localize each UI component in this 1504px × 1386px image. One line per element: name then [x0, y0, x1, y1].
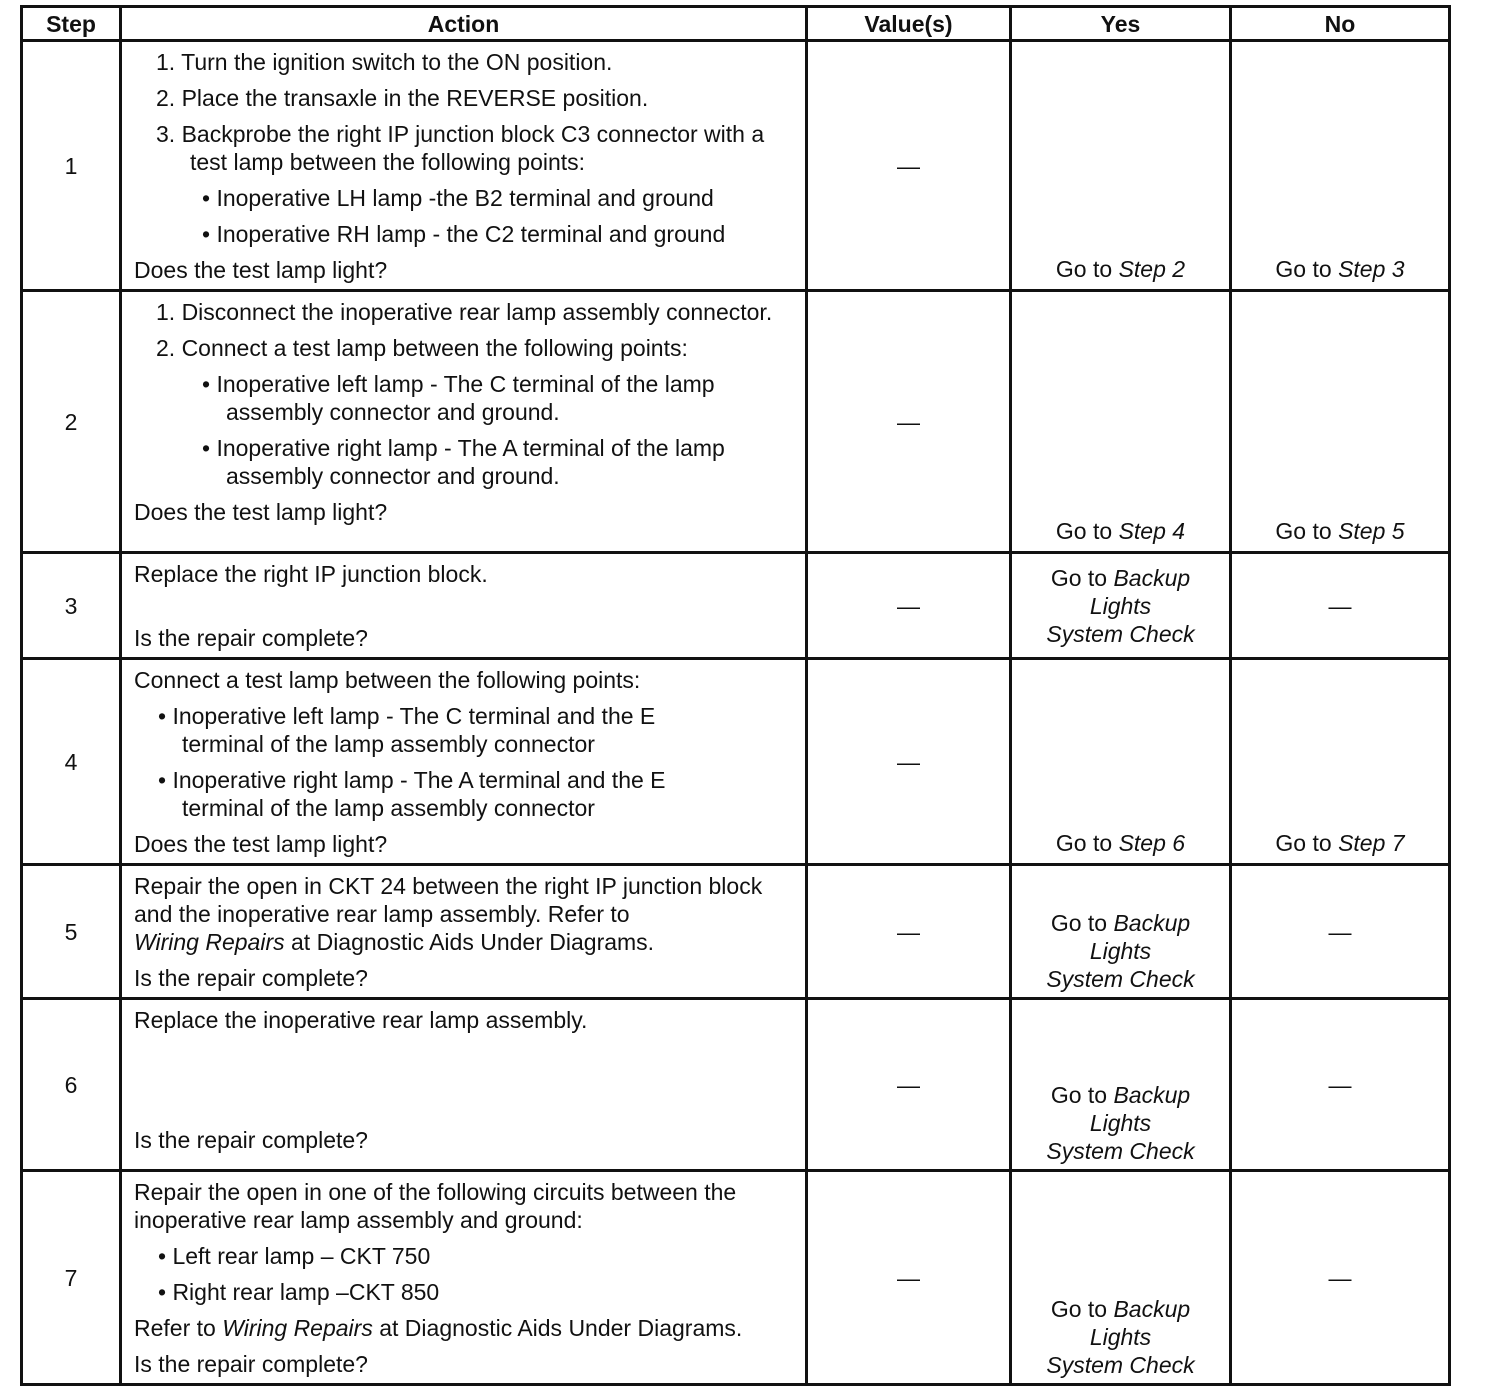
- diagnostic-table: [20, 5, 1451, 1386]
- table-row: [22, 999, 1450, 1171]
- yes-link[interactable]: Step 4: [1118, 518, 1186, 544]
- table-row: [22, 41, 1450, 291]
- action-cell: [121, 999, 807, 1171]
- value-cell: —: [807, 659, 1011, 865]
- yes-link[interactable]: Backup: [1113, 910, 1191, 936]
- header-yes: Yes: [1011, 7, 1231, 41]
- step-number: 3: [22, 553, 121, 659]
- step-number: 7: [22, 1171, 121, 1385]
- action-text: Repair the open in CKT 24 between the right IP junction block and the inoperative rear lamp assembly. Refer to Wiring Repairs at Diagnostic Aids Under Diagrams.: [134, 873, 763, 955]
- yes-cell: [1011, 41, 1231, 291]
- action-question: Is the repair complete?: [134, 625, 368, 651]
- yes-cell: [1011, 291, 1231, 553]
- yes-text: Go to: [1050, 565, 1114, 591]
- no-link[interactable]: Step 7: [1338, 830, 1405, 856]
- action-question: Is the repair complete?: [134, 1127, 368, 1153]
- yes-link[interactable]: Lights: [1089, 938, 1152, 964]
- no-cell: [1231, 291, 1450, 553]
- value-cell: —: [807, 41, 1011, 291]
- yes-text: Go to: [1055, 256, 1119, 282]
- wiring-repairs-link[interactable]: Wiring Repairs: [222, 1315, 373, 1341]
- action-bullet: • Inoperative left lamp - The C terminal and the E terminal of the lamp assembly connector: [158, 703, 656, 757]
- action-cell: [121, 659, 807, 865]
- header-step: Step: [22, 7, 121, 41]
- action-text: Repair the open in one of the following circuits between the inoperative rear lamp assembly and ground:: [134, 1179, 737, 1233]
- action-bullet: • Right rear lamp –CKT 850: [158, 1279, 440, 1305]
- action-cell: [121, 41, 807, 291]
- yes-link[interactable]: Backup: [1113, 1296, 1191, 1322]
- action-item: 1. Turn the ignition switch to the ON position.: [156, 49, 613, 75]
- no-cell: [1231, 41, 1450, 291]
- no-text: Go to: [1275, 830, 1339, 856]
- yes-link[interactable]: Step 6: [1118, 830, 1186, 856]
- yes-text: Go to: [1055, 518, 1119, 544]
- no-cell: —: [1231, 1171, 1450, 1385]
- table-row: [22, 291, 1450, 553]
- action-item: 2. Place the transaxle in the REVERSE position.: [156, 85, 649, 111]
- yes-link[interactable]: Backup: [1113, 565, 1191, 591]
- step-number: 6: [22, 999, 121, 1171]
- yes-link[interactable]: Backup: [1113, 1082, 1191, 1108]
- yes-text: Go to: [1055, 830, 1119, 856]
- yes-link[interactable]: Lights: [1089, 593, 1152, 619]
- step-number: 4: [22, 659, 121, 865]
- action-cell: [121, 1171, 807, 1385]
- value-cell: —: [807, 999, 1011, 1171]
- action-bullet: • Inoperative left lamp - The C terminal of the lamp assembly connector and ground.: [202, 371, 715, 425]
- action-cell: [121, 865, 807, 999]
- action-question: Does the test lamp light?: [134, 831, 388, 857]
- yes-cell: [1011, 659, 1231, 865]
- table-row: [22, 1171, 1450, 1385]
- yes-link[interactable]: System Check: [1046, 1352, 1195, 1378]
- value-cell: —: [807, 291, 1011, 553]
- value-cell: —: [807, 865, 1011, 999]
- yes-link[interactable]: System Check: [1046, 621, 1195, 647]
- yes-link[interactable]: System Check: [1046, 1138, 1195, 1164]
- yes-text: Go to: [1050, 910, 1114, 936]
- yes-text: Go to: [1050, 1082, 1114, 1108]
- action-bullet: • Inoperative LH lamp -the B2 terminal and ground: [202, 185, 714, 211]
- yes-link[interactable]: System Check: [1046, 966, 1195, 992]
- yes-link[interactable]: Lights: [1089, 1110, 1152, 1136]
- value-cell: —: [807, 1171, 1011, 1385]
- yes-text: Go to: [1050, 1296, 1114, 1322]
- action-bullet: • Inoperative right lamp - The A terminal and the E terminal of the lamp assembly connector: [158, 767, 666, 821]
- action-question: Does the test lamp light?: [134, 257, 388, 283]
- step-number: 2: [22, 291, 121, 553]
- action-cell: [121, 553, 807, 659]
- step-number: 5: [22, 865, 121, 999]
- action-text: Replace the inoperative rear lamp assembly.: [134, 1007, 588, 1033]
- no-cell: —: [1231, 865, 1450, 999]
- yes-cell: [1011, 1171, 1231, 1385]
- table-row: [22, 865, 1450, 999]
- yes-link[interactable]: Step 2: [1118, 256, 1186, 282]
- yes-cell: [1011, 999, 1231, 1171]
- action-question: Does the test lamp light?: [134, 499, 388, 525]
- table-row: [22, 659, 1450, 865]
- action-item: 1. Disconnect the inoperative rear lamp assembly connector.: [156, 299, 773, 325]
- action-item: 2. Connect a test lamp between the following points:: [156, 335, 688, 361]
- header-action: Action: [121, 7, 807, 41]
- action-question: Is the repair complete?: [134, 1351, 368, 1377]
- action-question: Is the repair complete?: [134, 965, 368, 991]
- step-number: 1: [22, 41, 121, 291]
- yes-link[interactable]: Lights: [1089, 1324, 1152, 1350]
- action-item: 3. Backprobe the right IP junction block C3 connector with a test lamp between the following points:: [156, 121, 765, 175]
- no-cell: —: [1231, 999, 1450, 1171]
- no-text: Go to: [1275, 518, 1339, 544]
- action-text: Replace the right IP junction block.: [134, 561, 488, 587]
- no-text: Go to: [1275, 256, 1339, 282]
- action-bullet: • Left rear lamp – CKT 750: [158, 1243, 431, 1269]
- yes-cell: [1011, 865, 1231, 999]
- action-text: Refer to Wiring Repairs at Diagnostic Aids Under Diagrams.: [134, 1315, 743, 1341]
- no-link[interactable]: Step 3: [1338, 256, 1405, 282]
- no-cell: —: [1231, 553, 1450, 659]
- yes-cell: [1011, 553, 1231, 659]
- header-values: Value(s): [807, 7, 1011, 41]
- header-row: [22, 7, 1450, 41]
- no-cell: [1231, 659, 1450, 865]
- header-no: No: [1231, 7, 1450, 41]
- action-cell: [121, 291, 807, 553]
- table-row: [22, 553, 1450, 659]
- no-link[interactable]: Step 5: [1338, 518, 1405, 544]
- wiring-repairs-link[interactable]: Wiring Repairs: [134, 929, 285, 955]
- value-cell: —: [807, 553, 1011, 659]
- action-bullet: • Inoperative right lamp - The A terminal of the lamp assembly connector and ground.: [202, 435, 725, 489]
- action-bullet: • Inoperative RH lamp - the C2 terminal and ground: [202, 221, 726, 247]
- action-text: Connect a test lamp between the following points:: [134, 667, 641, 693]
